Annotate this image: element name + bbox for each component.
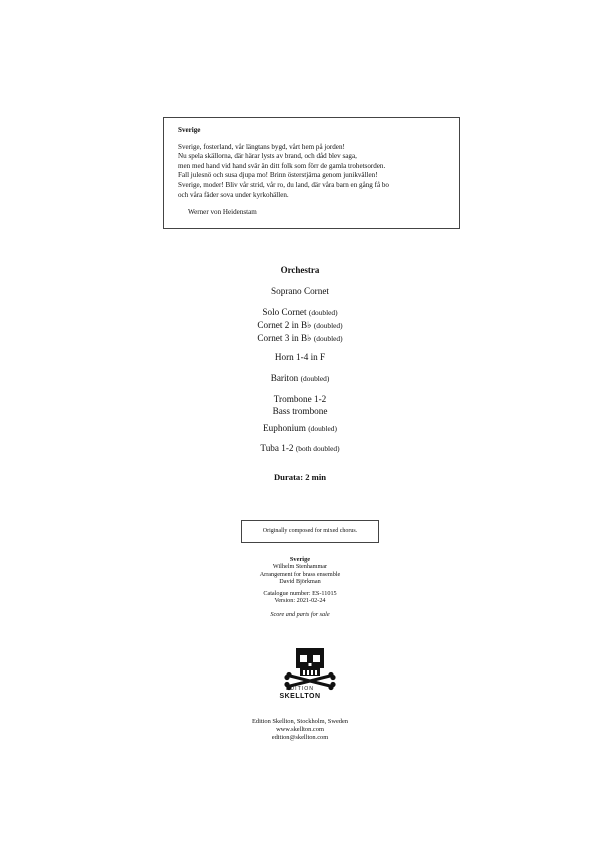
note-box <box>241 520 379 543</box>
instrument-line <box>0 393 600 405</box>
poem-author: Werner von Heidenstam <box>188 208 257 217</box>
publisher-email: edition@skellton.com <box>271 733 329 741</box>
instrument-line <box>0 306 600 319</box>
instrument-name: Soprano Cornet <box>271 286 329 296</box>
instrument-name: Bariton <box>270 373 299 383</box>
orchestra-heading: Orchestra <box>280 265 320 275</box>
instrument-name: Cornet 3 in B♭ <box>257 333 312 343</box>
instrument-name: Solo Cornet <box>262 307 307 317</box>
instrument-line <box>0 405 600 417</box>
poem-line: Sverige, fosterland, vår längtans bygd, vårt hem på jorden! <box>178 142 345 151</box>
instrument-line <box>0 442 600 455</box>
instrument-group <box>0 351 600 363</box>
instrument-group <box>0 285 600 297</box>
instrument-line <box>0 422 600 435</box>
poem-box <box>163 117 460 229</box>
poem-line: Nu spela skällorna, där härar lysts av brand, och dåd blev saga, <box>178 152 357 161</box>
poem-line: men med hand vid hand svär än ditt folk som förr de gamla trohetsorden. <box>178 161 386 170</box>
instrument-group <box>0 422 600 435</box>
arranger: David Björkman <box>279 577 321 585</box>
catalogue-info <box>0 590 600 605</box>
note-text: Originally composed for mixed chorus. <box>262 528 358 534</box>
instrument-name: Bass trombone <box>272 406 328 416</box>
instrument-name: Tuba 1-2 <box>260 443 294 453</box>
instrument-line <box>0 332 600 345</box>
instrument-line <box>0 351 600 363</box>
poem-line: och våra fäder sova under kyrkohällen. <box>178 190 289 199</box>
instrument-note: (doubled) <box>313 321 343 330</box>
instrument-name: Cornet 2 in B♭ <box>257 320 312 330</box>
publisher-address: Edition Skellton, Stockholm, Sweden <box>251 718 349 725</box>
publisher-logo-text <box>0 686 600 701</box>
instrument-line <box>0 319 600 332</box>
logo-edition: EDITION <box>285 686 315 692</box>
composer: Wilhelm Stenhammar <box>272 563 328 571</box>
work-info <box>0 556 600 585</box>
instrument-note: (doubled) <box>308 308 338 317</box>
instrument-name: Trombone 1-2 <box>273 394 327 404</box>
instrument-note: (doubled) <box>300 374 330 383</box>
instrument-line <box>0 285 600 297</box>
duration-label: Durata: 2 min <box>273 472 327 482</box>
poem-text <box>178 143 445 201</box>
logo-name: SKELLTON <box>279 693 321 700</box>
poem-title: Sverige <box>178 126 201 134</box>
instrument-name: Euphonium <box>263 423 306 433</box>
poem-line: Fall julesnö och susa djupa mo! Brinn österstjärna genom junikvällen! <box>178 171 378 180</box>
work-title: Sverige <box>289 556 311 563</box>
instrument-note: (doubled) <box>313 334 343 343</box>
instrument-group <box>0 393 600 417</box>
version: Version: 2021-02-24 <box>274 597 326 605</box>
catalogue-number: Catalogue number: ES-11015 <box>263 590 337 597</box>
instrument-note: (doubled) <box>308 424 337 433</box>
instrument-group <box>0 306 600 345</box>
instrument-line <box>0 372 600 385</box>
instrument-name: Horn 1-4 in F <box>274 352 326 362</box>
publisher-info <box>0 718 600 741</box>
poem-line: Sverige, moder! Bliv vår strid, vår ro, du land, där våra barn en gång få bo <box>178 180 389 189</box>
instrument-group <box>0 442 600 455</box>
instrument-group <box>0 372 600 385</box>
sale-note: Score and parts for sale <box>270 611 330 618</box>
publisher-web: www.skellton.com <box>276 725 324 733</box>
instrument-note: (both doubled) <box>295 444 340 453</box>
arrangement-label: Arrangement for brass ensemble <box>259 570 341 578</box>
